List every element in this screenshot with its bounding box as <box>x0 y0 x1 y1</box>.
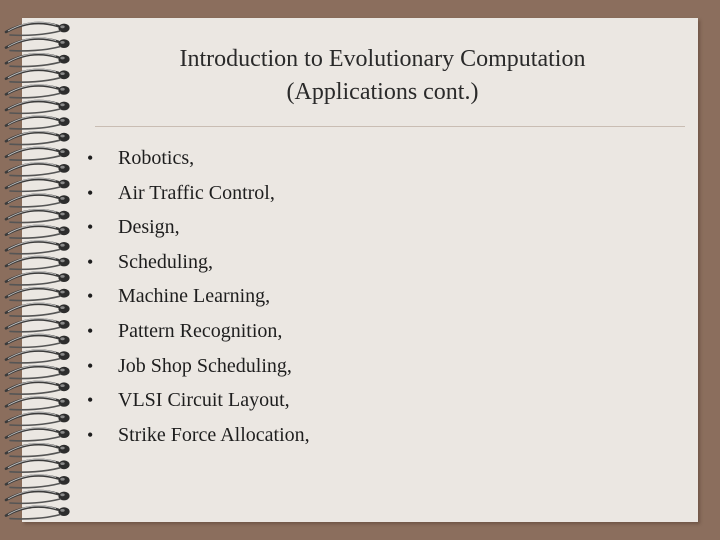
binding-ring-icon <box>6 116 70 129</box>
list-item <box>84 314 310 349</box>
binding-ring-icon <box>6 22 70 35</box>
bullet-icon: • <box>87 148 94 168</box>
binding-ring-icon <box>6 303 70 316</box>
binding-ring-icon <box>6 412 70 425</box>
bullet-icon: • <box>87 182 94 203</box>
binding-ring-icon <box>6 428 70 441</box>
binding-ring-icon <box>6 178 70 191</box>
list-item-text: Design, <box>118 216 180 239</box>
binding-ring-icon <box>6 210 70 223</box>
title-line-1: Introduction to Evolutionary Computation <box>179 46 586 72</box>
bullet-icon: • <box>87 424 94 445</box>
binding-ring-icon <box>6 225 70 238</box>
title-line-2: (Applications cont.) <box>286 79 479 105</box>
binding-ring-icon <box>6 288 70 301</box>
binding-ring-icon <box>6 381 70 394</box>
list-item <box>84 279 310 314</box>
bullet-icon: • <box>87 217 94 238</box>
list-item <box>84 141 310 176</box>
bullet-icon: • <box>87 390 94 411</box>
bullet-list <box>84 141 310 452</box>
binding-ring-icon <box>6 69 70 82</box>
list-item-text: Robotics, <box>118 147 195 169</box>
list-item-text: Strike Force Allocation, <box>118 423 310 446</box>
bullet-icon: • <box>87 355 94 376</box>
list-item-text: VLSI Circuit Layout, <box>118 389 290 412</box>
list-item <box>84 349 310 384</box>
list-item-text: Pattern Recognition, <box>118 319 283 342</box>
binding-ring-icon <box>6 319 70 332</box>
binding-ring-icon <box>6 506 70 519</box>
binding-ring-icon <box>6 54 70 67</box>
title-divider <box>95 126 685 127</box>
binding-ring-icon <box>6 256 70 269</box>
binding-ring-icon <box>6 272 70 285</box>
binding-ring-icon <box>6 397 70 410</box>
bullet-icon: • <box>87 286 94 307</box>
binding-ring-icon <box>6 38 70 51</box>
spiral-binding <box>0 0 90 540</box>
binding-ring-icon <box>6 444 70 457</box>
bullet-icon: • <box>87 320 94 341</box>
bullet-icon: • <box>87 251 94 272</box>
binding-ring-icon <box>6 147 70 160</box>
list-item <box>84 176 310 211</box>
binding-ring-icon <box>6 132 70 145</box>
list-item-text: Job Shop Scheduling, <box>118 354 292 377</box>
binding-ring-icon <box>6 459 70 472</box>
list-item <box>84 245 310 280</box>
list-item <box>84 383 310 418</box>
binding-ring-icon <box>6 241 70 254</box>
list-item <box>84 210 310 245</box>
binding-ring-icon <box>6 350 70 363</box>
binding-ring-icon <box>6 85 70 98</box>
binding-ring-icon <box>6 334 70 347</box>
binding-ring-icon <box>6 163 70 176</box>
binding-ring-icon <box>6 194 70 207</box>
binding-ring-icon <box>6 490 70 503</box>
list-item <box>84 418 310 453</box>
slide-title <box>95 43 670 109</box>
binding-ring-icon <box>6 366 70 379</box>
list-item-text: Machine Learning, <box>118 285 271 308</box>
binding-ring-icon <box>6 475 70 488</box>
binding-ring-icon <box>6 100 70 113</box>
list-item-text: Scheduling, <box>118 250 213 273</box>
list-item-text: Air Traffic Control, <box>118 181 275 204</box>
